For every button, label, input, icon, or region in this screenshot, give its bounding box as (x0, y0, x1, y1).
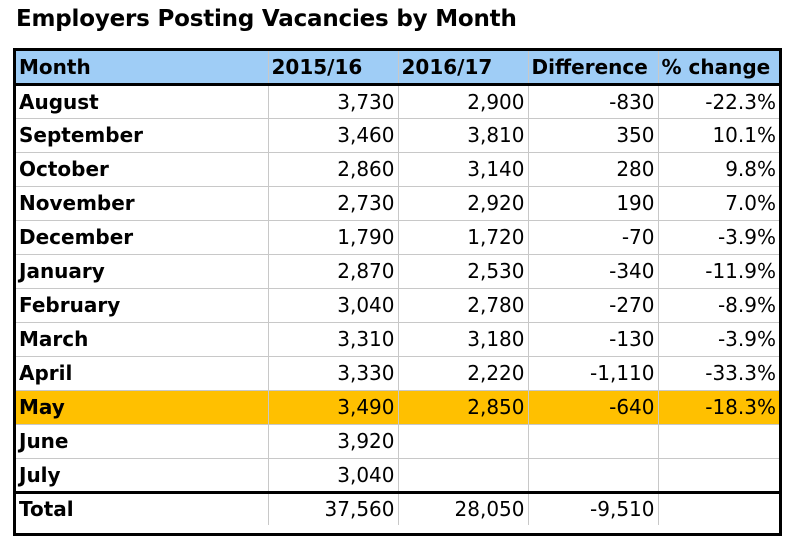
cell-month: July (16, 458, 268, 492)
cell-difference: -70 (528, 220, 658, 254)
table-row (16, 220, 779, 254)
cell-2016-17: 2,920 (398, 186, 528, 220)
table-row (16, 84, 779, 118)
cell-2015-16: 3,040 (268, 288, 398, 322)
cell-percent-change: 9.8% (658, 152, 779, 186)
cell-2015-16: 1,790 (268, 220, 398, 254)
table-header-row (16, 51, 779, 84)
cell-2016-17: 3,140 (398, 152, 528, 186)
cell-2015-16: 3,490 (268, 390, 398, 424)
cell-percent-change (658, 424, 779, 458)
cell-2016-17: 3,180 (398, 322, 528, 356)
cell-difference: -1,110 (528, 356, 658, 390)
cell-2015-16: 3,730 (268, 84, 398, 118)
cell-percent-change: -3.9% (658, 220, 779, 254)
cell-difference: -340 (528, 254, 658, 288)
cell-month: September (16, 118, 268, 152)
table-row (16, 118, 779, 152)
column-header-2015-16: 2015/16 (268, 51, 398, 84)
vacancies-table-frame (13, 48, 782, 536)
total-difference: -9,510 (528, 492, 658, 525)
total-label: Total (16, 492, 268, 525)
cell-difference (528, 458, 658, 492)
cell-2015-16: 2,860 (268, 152, 398, 186)
cell-percent-change (658, 458, 779, 492)
page-title: Employers Posting Vacancies by Month (16, 6, 517, 32)
cell-month: May (16, 390, 268, 424)
cell-difference: -640 (528, 390, 658, 424)
table-row (16, 458, 779, 492)
cell-month: February (16, 288, 268, 322)
cell-2016-17: 2,220 (398, 356, 528, 390)
cell-2015-16: 3,310 (268, 322, 398, 356)
cell-2016-17: 3,810 (398, 118, 528, 152)
total-percent-change (658, 492, 779, 525)
cell-month: April (16, 356, 268, 390)
cell-2015-16: 2,870 (268, 254, 398, 288)
total-row (16, 492, 779, 525)
cell-2015-16: 3,920 (268, 424, 398, 458)
cell-month: November (16, 186, 268, 220)
cell-2015-16: 2,730 (268, 186, 398, 220)
table-row (16, 424, 779, 458)
column-header-difference: Difference (528, 51, 658, 84)
column-header-2016-17: 2016/17 (398, 51, 528, 84)
cell-month: August (16, 84, 268, 118)
cell-2016-17 (398, 424, 528, 458)
cell-2015-16: 3,460 (268, 118, 398, 152)
cell-difference: -830 (528, 84, 658, 118)
cell-2016-17: 2,530 (398, 254, 528, 288)
cell-percent-change: -3.9% (658, 322, 779, 356)
vacancies-table (16, 51, 779, 525)
cell-month: March (16, 322, 268, 356)
table-row (16, 356, 779, 390)
cell-difference: 280 (528, 152, 658, 186)
cell-percent-change: -8.9% (658, 288, 779, 322)
table-row (16, 288, 779, 322)
total-2016-17: 28,050 (398, 492, 528, 525)
column-header-percent-change: % change (658, 51, 779, 84)
cell-2015-16: 3,330 (268, 356, 398, 390)
total-2015-16: 37,560 (268, 492, 398, 525)
cell-difference: 190 (528, 186, 658, 220)
cell-difference: -270 (528, 288, 658, 322)
cell-month: January (16, 254, 268, 288)
cell-difference: -130 (528, 322, 658, 356)
cell-2016-17: 2,780 (398, 288, 528, 322)
cell-percent-change: -33.3% (658, 356, 779, 390)
cell-percent-change: 10.1% (658, 118, 779, 152)
cell-2016-17 (398, 458, 528, 492)
cell-percent-change: -11.9% (658, 254, 779, 288)
cell-2016-17: 2,900 (398, 84, 528, 118)
table-row (16, 322, 779, 356)
cell-month: October (16, 152, 268, 186)
cell-2016-17: 1,720 (398, 220, 528, 254)
cell-percent-change: 7.0% (658, 186, 779, 220)
cell-difference: 350 (528, 118, 658, 152)
cell-month: June (16, 424, 268, 458)
column-header-month: Month (16, 51, 268, 84)
table-row (16, 152, 779, 186)
cell-difference (528, 424, 658, 458)
cell-percent-change: -22.3% (658, 84, 779, 118)
table-body (16, 84, 779, 492)
table-row (16, 186, 779, 220)
table-row (16, 390, 779, 424)
cell-month: December (16, 220, 268, 254)
cell-percent-change: -18.3% (658, 390, 779, 424)
cell-2016-17: 2,850 (398, 390, 528, 424)
cell-2015-16: 3,040 (268, 458, 398, 492)
table-row (16, 254, 779, 288)
